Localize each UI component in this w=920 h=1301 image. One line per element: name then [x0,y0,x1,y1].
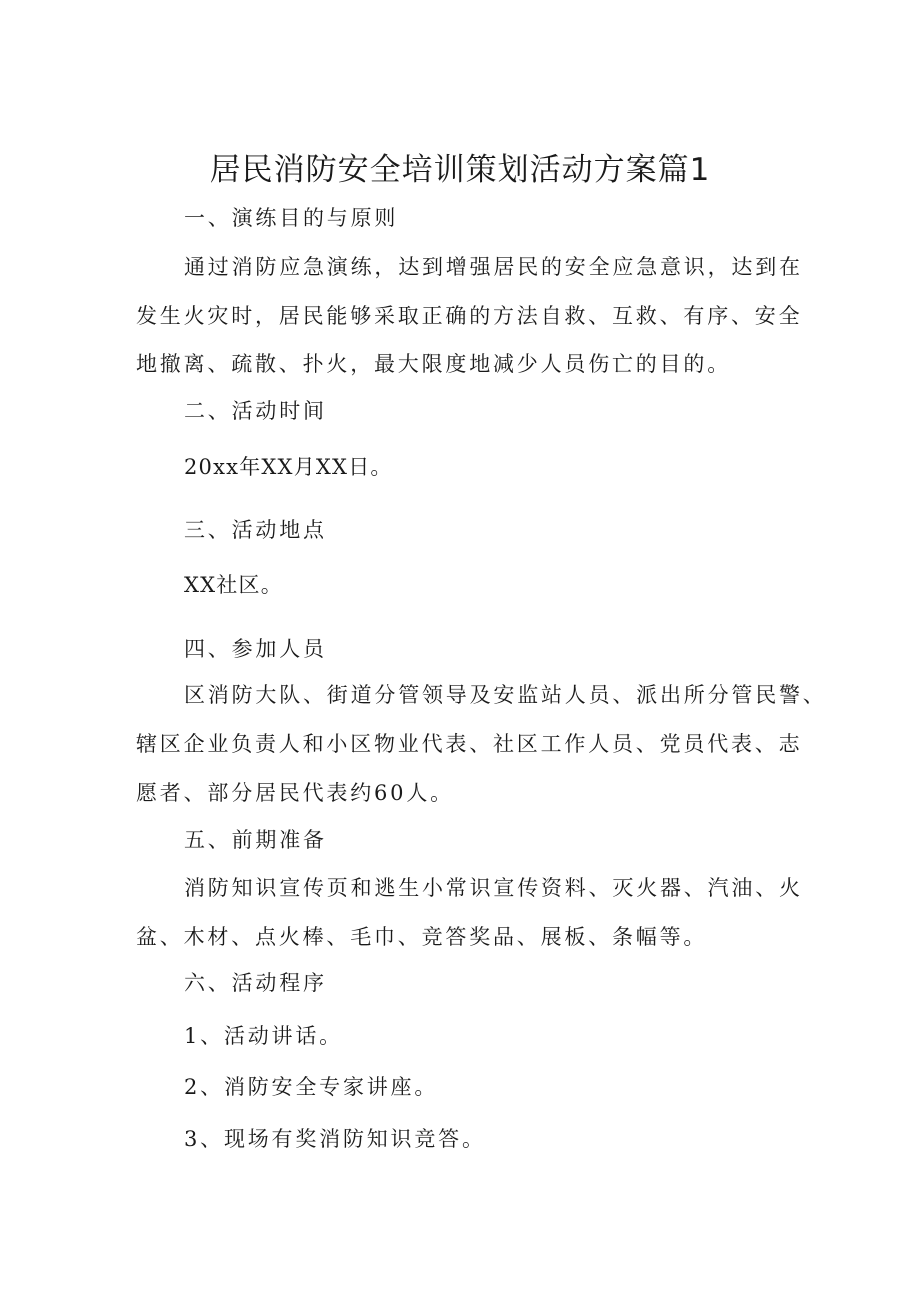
procedure-item: 1、活动讲话。 [184,1024,343,1048]
section-heading-preparation: 五、前期准备 [184,828,327,852]
paragraph-line: 地撤离、疏散、扑火，最大限度地减少人员伤亡的目的。 [136,352,731,376]
section-heading-procedure: 六、活动程序 [184,971,327,995]
activity-location: XX社区。 [184,573,283,597]
section-heading-participants: 四、参加人员 [184,637,327,661]
paragraph-line: 发生火灾时，居民能够采取正确的方法自救、互救、有序、安全 [136,304,803,328]
section-heading-purpose: 一、演练目的与原则 [184,206,399,230]
paragraph-line: 消防知识宣传页和逃生小常识宣传资料、灭火器、汽油、火 [184,876,803,900]
procedure-item: 2、消防安全专家讲座。 [184,1075,439,1099]
document-title: 居民消防安全培训策划活动方案篇1 [209,152,711,188]
section-heading-time: 二、活动时间 [184,399,327,423]
paragraph-line: 通过消防应急演练，达到增强居民的安全应急意识，达到在 [184,255,803,279]
paragraph-line: 盆、木材、点火棒、毛巾、竞答奖品、展板、条幅等。 [136,925,708,949]
paragraph-line: 区消防大队、街道分管领导及安监站人员、派出所分管民警、 [184,683,827,707]
paragraph-line: 辖区企业负责人和小区物业代表、社区工作人员、党员代表、志 [136,732,803,756]
paragraph-line: 愿者、部分居民代表约60人。 [136,781,454,805]
activity-date: 20xx年XX月XX日。 [184,455,393,479]
section-heading-location: 三、活动地点 [184,518,327,542]
procedure-item: 3、现场有奖消防知识竞答。 [184,1127,486,1151]
